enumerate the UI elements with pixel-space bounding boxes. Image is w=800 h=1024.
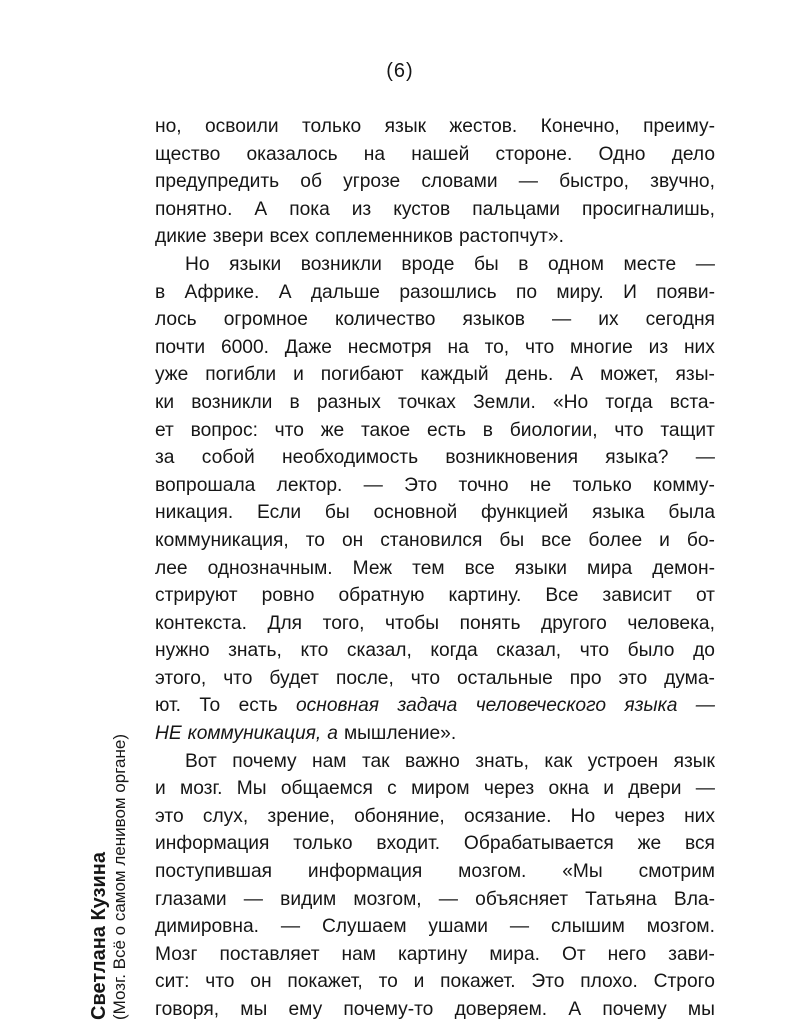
text-line: этого, что будет после, что остальные про это дума- xyxy=(155,667,715,689)
text-line: димировна. — Слушаем ушами — слышим мозгом. xyxy=(155,916,715,938)
text-line: лее однозначным. Меж тем все языки мира демон- xyxy=(155,557,715,579)
text-line: понятно. А пока из кустов пальцами просигналишь, xyxy=(155,198,715,220)
text-line: коммуникация, то он становился бы все более и бо- xyxy=(155,529,715,551)
text-line: глазами — видим мозгом, — объясняет Татьяна Вла- xyxy=(155,888,715,910)
text-line: Но языки возникли вроде бы в одном месте — xyxy=(185,253,715,275)
text-line: щество оказалось на нашей стороне. Одно дело xyxy=(155,143,715,165)
text-line: но, освоили только язык жестов. Конечно, преиму- xyxy=(155,116,715,137)
text-line: ет вопрос: что же такое есть в биологии, что тащит xyxy=(155,419,715,441)
text-line: почти 6000. Даже несмотря на то, что многие из них xyxy=(155,336,715,358)
running-header xyxy=(88,680,130,1020)
text-line: Вот почему нам так важно знать, как устроен язык xyxy=(185,750,715,772)
text-line: сит: что он покажет, то и покажет. Это плохо. Строго xyxy=(155,971,715,993)
text-line: ки возникли в разных точках Земли. «Но тогда вста- xyxy=(155,391,715,413)
text-line: и мозг. Мы общаемся с миром через окна и двери — xyxy=(155,778,715,800)
text-line: никация. Если бы основной функцией языка была xyxy=(155,502,715,524)
text-line: в Африке. А дальше разошлись по миру. И появи- xyxy=(155,281,715,303)
text-line: дикие звери всех соплеменников растопчут». xyxy=(155,226,564,248)
text-line: уже погибли и погибают каждый день. А может, язы- xyxy=(155,364,715,386)
text-line: это слух, зрение, обоняние, осязание. Но через них xyxy=(155,805,715,827)
text-line: Мозг поставляет нам картину мира. От него зави- xyxy=(155,943,715,965)
running-header-book-title: (Мозг. Всё о самом ленивом органе) xyxy=(110,733,129,1020)
text-line: говоря, мы ему почему-то доверяем. А почему мы xyxy=(155,999,715,1020)
body-text xyxy=(155,113,715,1024)
running-header-author: Светлана Кузина xyxy=(88,852,110,1020)
text-line: стрируют ровно обратную картину. Все зависит от xyxy=(155,585,715,607)
text-line: вопрошала лектор. — Это точно не только комму- xyxy=(155,474,715,496)
text-line: контекста. Для того, чтобы понять другого человека, xyxy=(155,612,715,634)
text-line: информация только входит. Обрабатывается же вся xyxy=(155,833,715,855)
text-line: поступившая информация мозгом. «Мы смотрим xyxy=(155,861,715,883)
page-number: (6) xyxy=(386,60,414,82)
text-line: лось огромное количество языков — их сегодня xyxy=(155,309,715,331)
text-line: предупредить об угрозе словами — быстро, звучно, xyxy=(155,171,715,193)
text-line: ют. То есть основная задача человеческого языка — xyxy=(155,695,715,717)
text-line: за собой необходимость возникновения языка? — xyxy=(155,447,715,469)
text-line: НЕ коммуникация, а мышление». xyxy=(155,723,457,745)
text-line: нужно знать, кто сказал, когда сказал, что было до xyxy=(155,640,715,662)
